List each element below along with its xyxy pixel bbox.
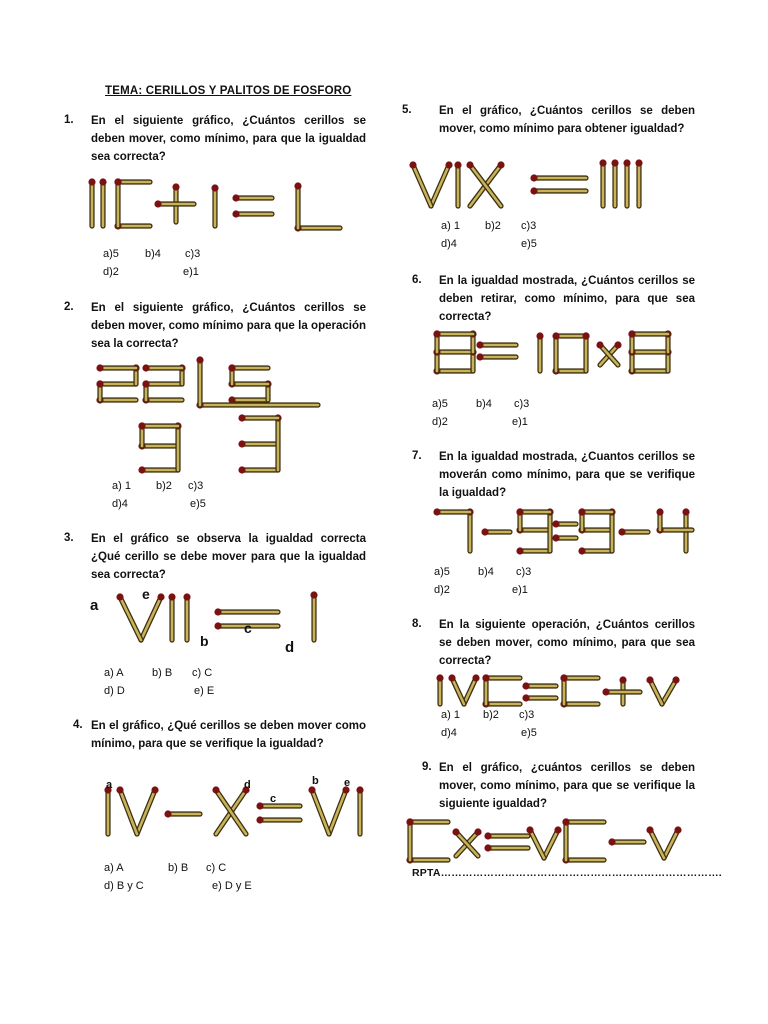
problem-5-number: 5. xyxy=(402,104,412,116)
option-a[interactable]: a) 1 xyxy=(441,220,460,232)
label-c: c xyxy=(244,620,252,636)
match-head xyxy=(608,838,615,845)
option-c[interactable]: c) C xyxy=(206,862,227,874)
problem-2-number: 2. xyxy=(64,301,74,313)
option-b[interactable]: b) B xyxy=(152,667,173,679)
label-d: d xyxy=(285,639,295,656)
option-c[interactable]: c) C xyxy=(192,667,213,679)
option-c[interactable]: c)3 xyxy=(519,709,535,721)
option-e[interactable]: e)1 xyxy=(183,266,199,278)
problem-9-number: 9. xyxy=(422,761,432,773)
problem-3-question: En el gráfico se observa la igualdad correcta ¿Qué cerillo se debe mover para que la igualdad sea correcta? xyxy=(91,533,366,581)
match-head xyxy=(646,826,653,833)
label-d: d xyxy=(244,779,251,791)
option-e[interactable]: e)1 xyxy=(512,584,528,596)
matchstick xyxy=(406,818,448,825)
matchstick xyxy=(406,856,448,863)
matchstick xyxy=(484,832,528,839)
matchstick xyxy=(608,838,644,845)
option-d[interactable]: d)4 xyxy=(441,727,457,739)
option-d[interactable]: d)2 xyxy=(103,266,119,278)
option-a[interactable]: a) 1 xyxy=(112,480,131,492)
match-head xyxy=(484,844,491,851)
problem-8-question: En la siguiente operación, ¿Cuántos cerillos se deben mover, como mínimo, para que sea correcta? xyxy=(439,619,695,667)
option-e[interactable]: e)1 xyxy=(512,416,528,428)
option-e[interactable]: e) D y E xyxy=(212,880,252,892)
match-head xyxy=(674,826,681,833)
option-c[interactable]: c)3 xyxy=(514,398,530,410)
option-d[interactable]: d)2 xyxy=(434,584,450,596)
match-head xyxy=(526,826,533,833)
label-e: e xyxy=(344,777,351,789)
option-e[interactable]: e)5 xyxy=(521,727,537,739)
option-a[interactable]: a)5 xyxy=(434,566,450,578)
match-head xyxy=(406,818,413,825)
problem-5-question: En el gráfico, ¿Cuántos cerillos se deben mover, como mínimo para obtener igualdad? xyxy=(439,105,695,135)
problem-7-question: En la igualdad mostrada, ¿Cuantos cerillos se moverán como mínimo, para que se verifique la igualdad? xyxy=(439,451,695,499)
match-head xyxy=(562,818,569,825)
option-b[interactable]: b)4 xyxy=(476,398,492,410)
label-c: c xyxy=(270,793,277,805)
matchstick xyxy=(526,826,544,858)
matchstick xyxy=(664,826,682,858)
matchstick xyxy=(646,826,664,858)
problem-7-number: 7. xyxy=(412,450,422,462)
problem-9-question: En el gráfico, ¿cuántos cerillos se deben mover, como mínimo, para que se verifique la siguiente igualdad? xyxy=(439,762,695,810)
problem-8-number: 8. xyxy=(412,618,422,630)
option-a[interactable]: a) 1 xyxy=(441,709,460,721)
option-c[interactable]: c)3 xyxy=(188,480,204,492)
option-e[interactable]: e)5 xyxy=(521,238,537,250)
match-head xyxy=(452,828,459,835)
option-a[interactable]: a)5 xyxy=(432,398,448,410)
matchstick xyxy=(484,844,528,851)
option-c[interactable]: c)3 xyxy=(516,566,532,578)
option-b[interactable]: b)2 xyxy=(485,220,501,232)
page-title: TEMA: CERILLOS Y PALITOS DE FOSFORO xyxy=(105,85,352,97)
problem-1-question: En el siguiente gráfico, ¿Cuántos cerillos se deben mover, como mínimo, para que la igualdad sea correcta? xyxy=(91,115,366,163)
option-b[interactable]: b)2 xyxy=(156,480,172,492)
option-e[interactable]: e) E xyxy=(194,685,215,697)
matchstick xyxy=(562,818,604,825)
option-b[interactable]: b)4 xyxy=(478,566,494,578)
option-c[interactable]: c)3 xyxy=(521,220,537,232)
match-head xyxy=(484,832,491,839)
problem-4-question: En el gráfico, ¿Qué cerillos se deben mover como mínimo, para que se verifique la igualdad? xyxy=(91,720,366,750)
match-head xyxy=(554,826,561,833)
answer-line[interactable]: RPTA……………………………………………………………………. xyxy=(412,867,722,879)
label-a: a xyxy=(90,597,99,614)
match-head xyxy=(474,828,481,835)
option-a[interactable]: a)5 xyxy=(103,248,119,260)
option-a[interactable]: a) A xyxy=(104,667,124,679)
option-b[interactable]: b)4 xyxy=(145,248,161,260)
option-d[interactable]: d)4 xyxy=(441,238,457,250)
problem-2-question: En el siguiente gráfico, ¿Cuántos cerillos se deben mover, como mínimo para que la operación sea la correcta? xyxy=(91,302,366,350)
problem-6-question: En la igualdad mostrada, ¿Cuántos cerillos se deben retirar, como mínimo, para que sea correcta? xyxy=(439,275,695,323)
problem-3-number: 3. xyxy=(64,532,74,544)
label-a: a xyxy=(106,779,113,791)
option-b[interactable]: b) B xyxy=(168,862,189,874)
option-b[interactable]: b)2 xyxy=(483,709,499,721)
option-d[interactable]: d) D xyxy=(104,685,125,697)
problem-6-number: 6. xyxy=(412,274,422,286)
problem-1-number: 1. xyxy=(64,114,74,126)
option-d[interactable]: d)4 xyxy=(112,498,128,510)
matchstick xyxy=(544,826,562,858)
matchstick xyxy=(562,856,604,863)
option-c[interactable]: c)3 xyxy=(185,248,201,260)
option-d[interactable]: d) B y C xyxy=(104,880,144,892)
option-e[interactable]: e)5 xyxy=(190,498,206,510)
option-a[interactable]: a) A xyxy=(104,862,124,874)
label-e: e xyxy=(142,586,150,602)
option-d[interactable]: d)2 xyxy=(432,416,448,428)
label-b: b xyxy=(200,633,209,649)
label-b: b xyxy=(312,775,319,787)
problem-4-number: 4. xyxy=(73,719,83,731)
